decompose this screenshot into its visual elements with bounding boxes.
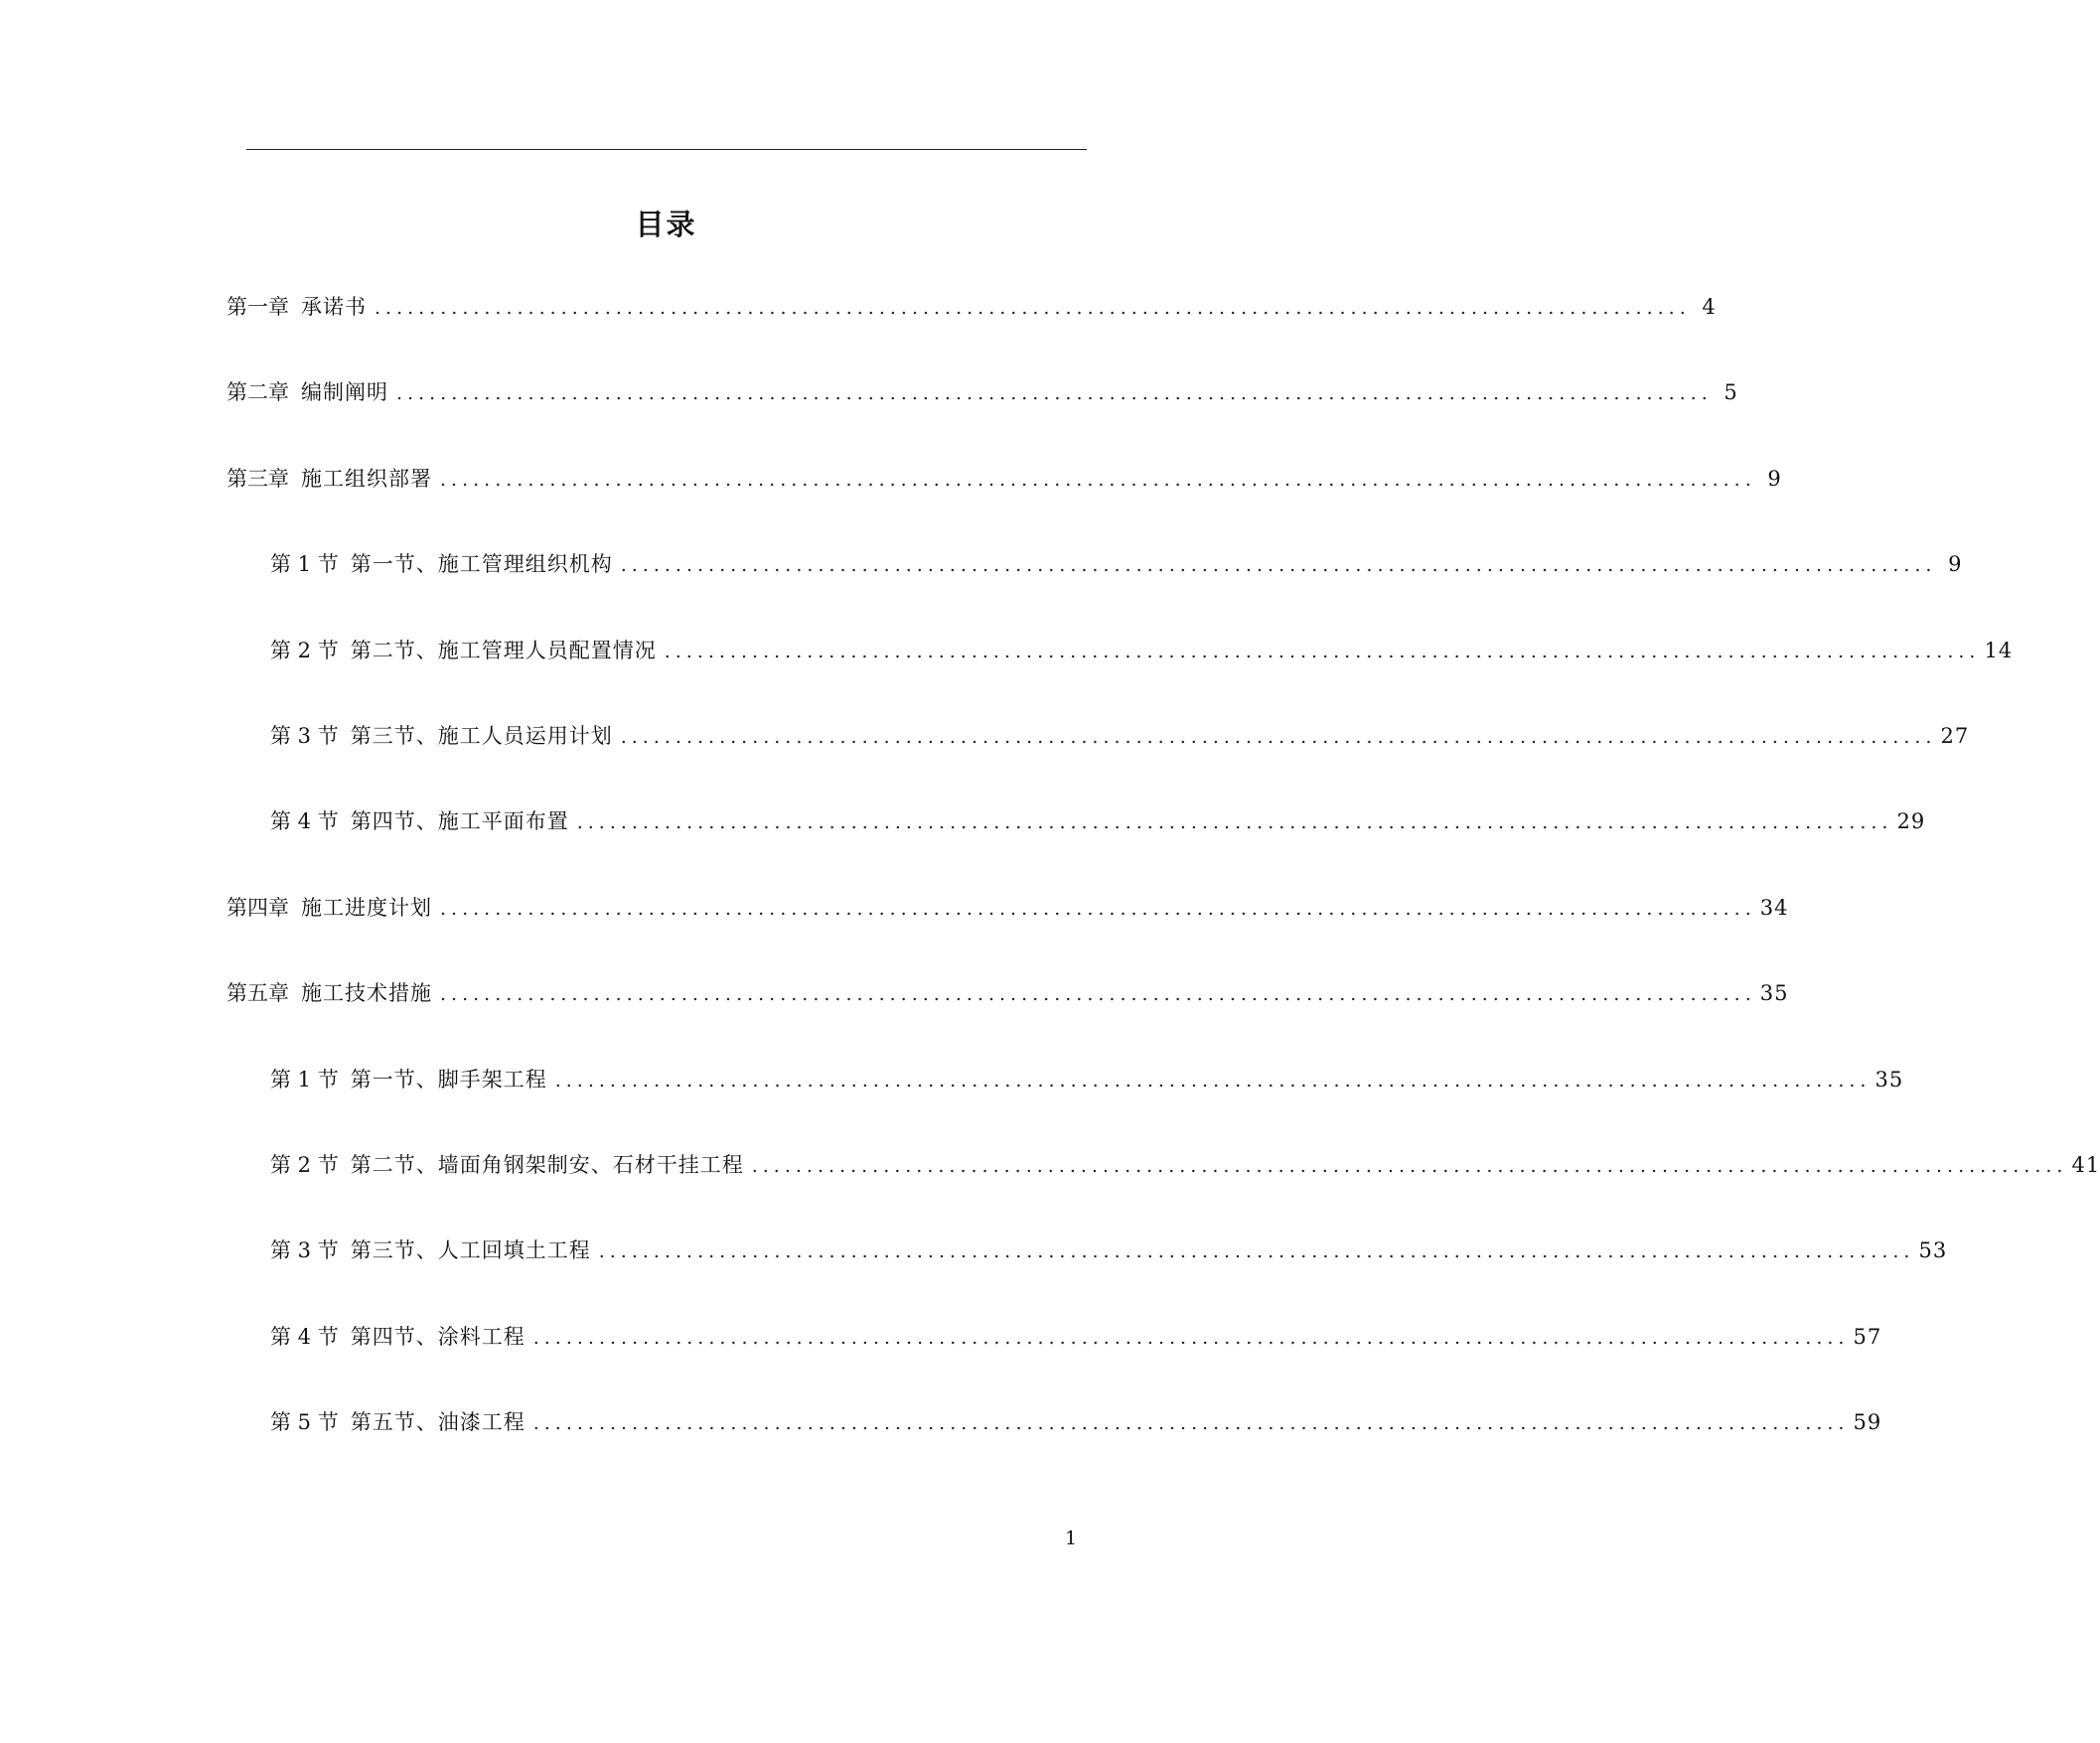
toc-entry-section[interactable] [270, 1322, 1882, 1353]
toc-entry-page: 5 [1724, 380, 1738, 404]
toc-dot-leader: ........................................................................................................................ [554, 1070, 1872, 1091]
toc-entry-page: 34 [1759, 896, 1789, 920]
toc-entry-chapter[interactable] [226, 978, 1789, 1009]
toc-entry-section[interactable] [270, 1235, 1948, 1266]
toc-dot-leader: ........................................................................................................................ [620, 726, 1937, 748]
toc-entry-number: 第 2 节 [270, 1153, 339, 1177]
toc-entry-title: 第一节、脚手架工程 [350, 1068, 547, 1091]
toc-entry-section[interactable] [270, 549, 1963, 580]
toc-entry-number: 第 4 节 [270, 809, 339, 833]
toc-entry-page: 27 [1940, 724, 1970, 748]
toc-entry-title: 第四节、涂料工程 [350, 1325, 525, 1349]
toc-entry-section[interactable] [270, 1150, 2100, 1181]
toc-entry-title: 承诺书 [301, 295, 367, 319]
toc-dot-leader: ........................................................................................................................ [620, 554, 1937, 576]
toc-entry-chapter[interactable] [226, 377, 1738, 408]
toc-entry-number: 第五章 [226, 981, 289, 1005]
toc-entry-page: 9 [1767, 467, 1782, 491]
toc-entry-page: 29 [1896, 809, 1926, 833]
toc-entry-title: 第二节、墙面角钢架制安、石材干挂工程 [350, 1153, 744, 1177]
toc-entry-page: 57 [1853, 1325, 1882, 1349]
toc-dot-leader: ........................................................................................................................ [664, 641, 1981, 662]
toc-dot-leader: ........................................................................................................................ [576, 811, 1893, 833]
toc-entry-page: 9 [1948, 552, 1963, 576]
toc-dot-leader: ........................................................................................................................ [375, 297, 1691, 319]
toc-dot-leader: ........................................................................................................................ [751, 1155, 2068, 1177]
toc-entry-title: 第二节、施工管理人员配置情况 [350, 639, 657, 662]
toc-entry-number: 第 1 节 [270, 552, 339, 576]
toc-entry-number: 第二章 [226, 380, 289, 404]
toc-entry-number: 第 2 节 [270, 639, 339, 662]
header-rule [246, 149, 1087, 150]
toc-entry-section[interactable] [270, 1065, 1904, 1095]
toc-dot-leader: ........................................................................................................................ [598, 1240, 1915, 1262]
toc-entry-number: 第三章 [226, 467, 289, 491]
page-number: 1 [1065, 1527, 1078, 1549]
toc-entry-chapter[interactable] [226, 464, 1782, 495]
toc-entry-page: 14 [1984, 639, 2014, 662]
toc-entry-section[interactable] [270, 636, 2014, 666]
toc-dot-leader: ........................................................................................................................ [440, 898, 1756, 920]
toc-entry-number: 第一章 [226, 295, 289, 319]
toc-entry-section[interactable] [270, 1407, 1882, 1438]
toc-entry-title: 编制阐明 [301, 380, 388, 404]
toc-entry-title: 第三节、人工回填土工程 [350, 1238, 591, 1262]
toc-entry-number: 第四章 [226, 896, 289, 920]
toc-dot-leader: ........................................................................................................................ [440, 983, 1756, 1005]
toc-entry-title: 第五节、油漆工程 [350, 1410, 525, 1434]
toc-entry-page: 59 [1853, 1410, 1882, 1434]
toc-dot-leader: ........................................................................................................................ [440, 469, 1756, 491]
toc-entry-title: 施工技术措施 [301, 981, 432, 1005]
toc-entry-number: 第 1 节 [270, 1068, 339, 1091]
toc-entry-page: 35 [1759, 981, 1789, 1005]
toc-entry-chapter[interactable] [226, 292, 1717, 323]
toc-entry-title: 施工组织部署 [301, 467, 432, 491]
toc-dot-leader: ........................................................................................................................ [532, 1327, 1850, 1349]
toc-entry-section[interactable] [270, 806, 1926, 837]
toc-title: 目录 [635, 208, 697, 241]
toc-entry-title: 第一节、施工管理组织机构 [350, 552, 613, 576]
toc-entry-page: 35 [1875, 1068, 1904, 1091]
toc-entry-number: 第 5 节 [270, 1410, 339, 1434]
toc-entry-title: 施工进度计划 [301, 896, 432, 920]
toc-entry-section[interactable] [270, 721, 1970, 752]
toc-entry-page: 4 [1702, 295, 1717, 319]
toc-entry-number: 第 4 节 [270, 1325, 339, 1349]
toc-dot-leader: ........................................................................................................................ [396, 382, 1713, 404]
toc-entry-page: 53 [1918, 1238, 1948, 1262]
toc-entry-title: 第三节、施工人员运用计划 [350, 724, 613, 748]
toc-entry-chapter[interactable] [226, 893, 1789, 924]
toc-entry-number: 第 3 节 [270, 1238, 339, 1262]
toc-entry-page: 41 [2071, 1153, 2100, 1177]
toc-entry-number: 第 3 节 [270, 724, 339, 748]
toc-dot-leader: ........................................................................................................................ [532, 1412, 1850, 1434]
toc-entry-title: 第四节、施工平面布置 [350, 809, 569, 833]
